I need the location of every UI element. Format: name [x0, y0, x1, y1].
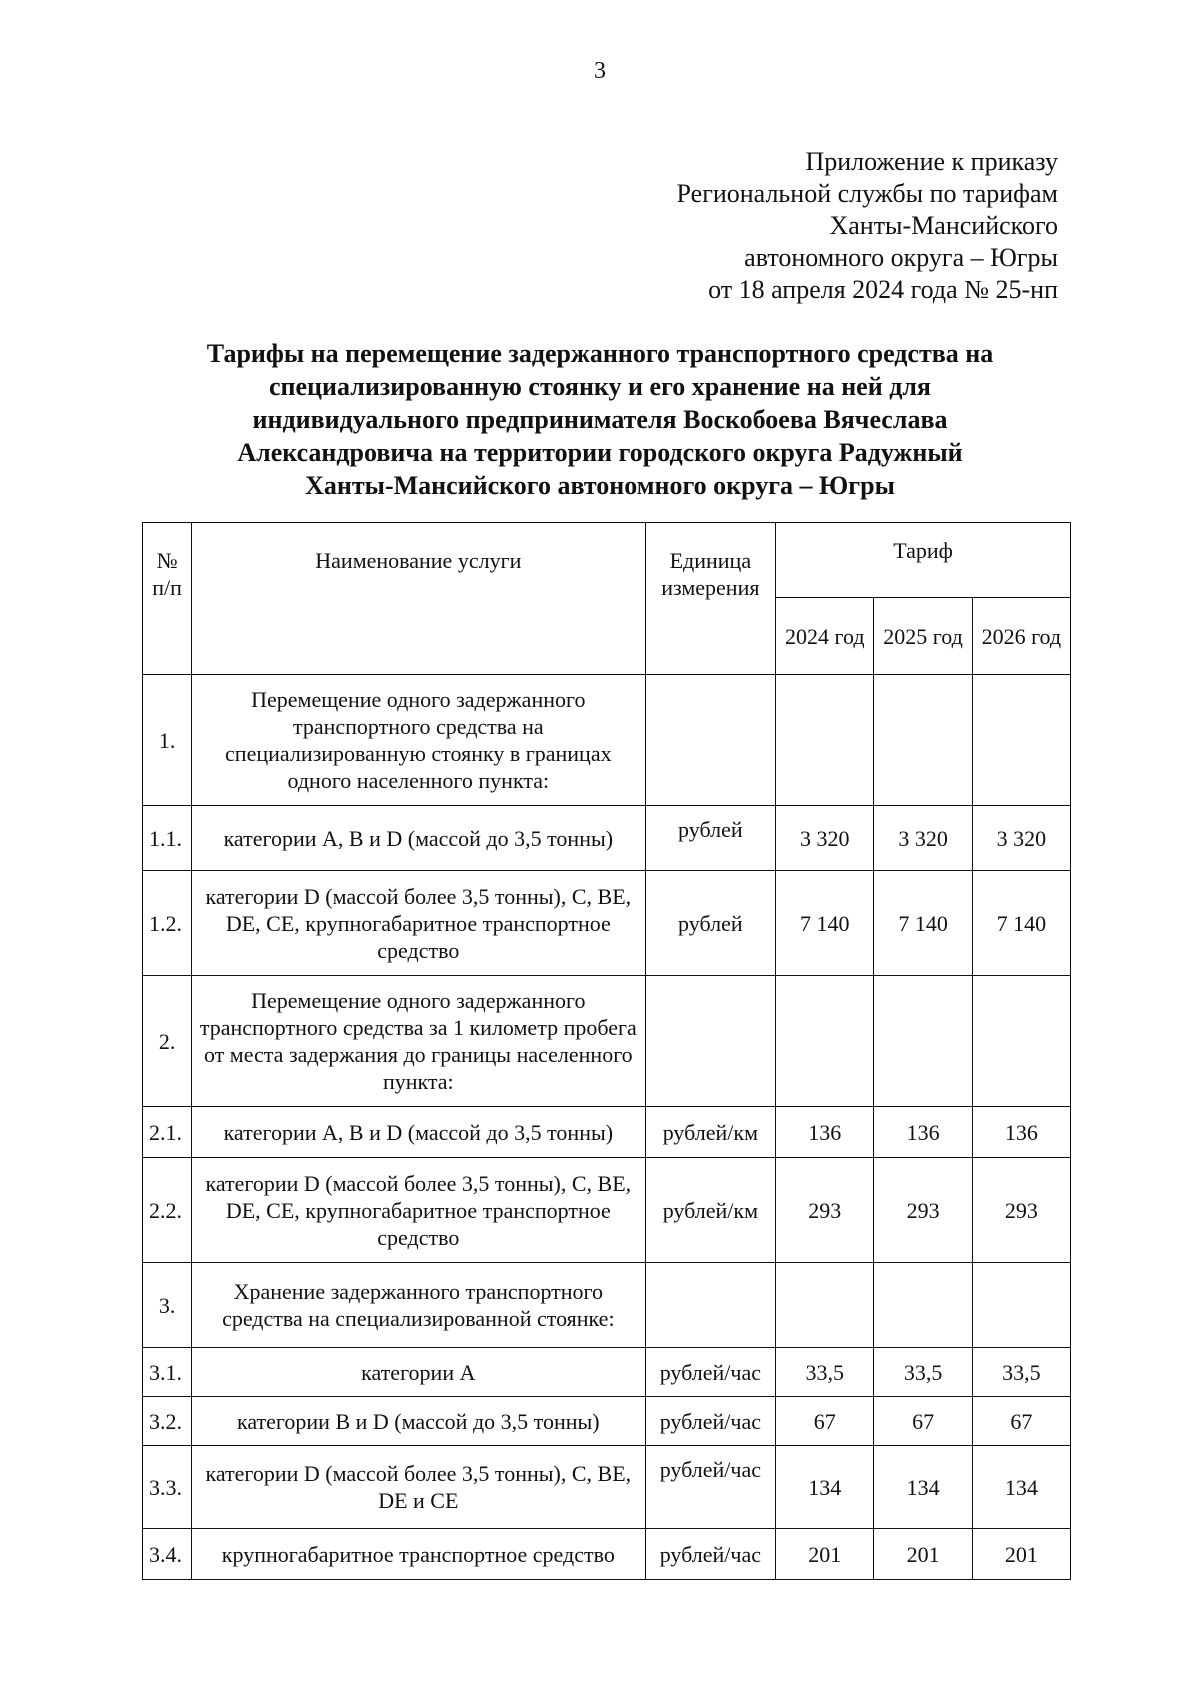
title-line: Александровича на территории городского округа Радужный [237, 438, 963, 467]
header-year-2024: 2024 год [776, 598, 874, 675]
row-num: 2.1. [143, 1107, 192, 1158]
row-num: 1.1. [143, 806, 192, 871]
row-num: 3. [143, 1263, 192, 1348]
appendix-line: автономного округа – Югры [744, 243, 1058, 272]
row-value-2025: 7 140 [874, 871, 972, 976]
row-value-2024 [776, 1263, 874, 1348]
row-value-2025 [874, 675, 972, 806]
row-unit [645, 675, 776, 806]
table-row [143, 1263, 1071, 1348]
table-row [143, 1348, 1071, 1397]
row-value-2026: 201 [972, 1529, 1070, 1580]
table-row [143, 675, 1071, 806]
row-num: 3.2. [143, 1397, 192, 1446]
row-value-2025 [874, 976, 972, 1107]
row-value-2024: 134 [776, 1446, 874, 1529]
row-value-2026 [972, 976, 1070, 1107]
row-unit: рублей/час [645, 1397, 776, 1446]
page-number: 3 [594, 58, 606, 84]
row-name: категории А, В и D (массой до 3,5 тонны) [192, 806, 645, 871]
row-value-2026 [972, 1263, 1070, 1348]
row-value-2026: 33,5 [972, 1348, 1070, 1397]
row-name: категории А, В и D (массой до 3,5 тонны) [192, 1107, 645, 1158]
row-value-2024: 293 [776, 1158, 874, 1263]
header-tariff: Тариф [776, 523, 1071, 598]
row-num: 3.3. [143, 1446, 192, 1529]
row-unit: рублей/км [645, 1107, 776, 1158]
row-unit: рублей/час [645, 1348, 776, 1397]
row-name: категории D (массой более 3,5 тонны), С, ВЕ, DE и СЕ [192, 1446, 645, 1529]
row-value-2025 [874, 1263, 972, 1348]
tariff-table [142, 522, 1071, 1580]
row-unit: рублей/час [645, 1446, 776, 1529]
row-unit: рублей [645, 806, 776, 871]
table-row [143, 806, 1071, 871]
table-row [143, 1158, 1071, 1263]
row-value-2026: 3 320 [972, 806, 1070, 871]
header-year-2026: 2026 год [972, 598, 1070, 675]
row-value-2024: 67 [776, 1397, 874, 1446]
row-unit [645, 1263, 776, 1348]
row-value-2025: 3 320 [874, 806, 972, 871]
appendix-line: от 18 апреля 2024 года № 25-нп [708, 275, 1058, 304]
header-year-2025: 2025 год [874, 598, 972, 675]
row-value-2024: 136 [776, 1107, 874, 1158]
row-num: 3.1. [143, 1348, 192, 1397]
row-value-2024: 201 [776, 1529, 874, 1580]
document-title [140, 337, 1060, 502]
row-value-2025: 33,5 [874, 1348, 972, 1397]
row-value-2026: 7 140 [972, 871, 1070, 976]
row-name: Перемещение одного задержанного транспортного средства за 1 километр пробега от места задержания до границы населенного пункта: [192, 976, 645, 1107]
appendix-line: Ханты-Мансийского [829, 211, 1058, 240]
row-value-2024: 7 140 [776, 871, 874, 976]
appendix-line: Приложение к приказу [805, 147, 1058, 176]
title-line: Тарифы на перемещение задержанного транспортного средства на [206, 339, 994, 368]
title-line: индивидуального предпринимателя Воскобоева Вячеслава [252, 405, 948, 434]
row-name: Перемещение одного задержанного транспортного средства на специализированную стоянку в границах одного населенного пункта: [192, 675, 645, 806]
table-row [143, 976, 1071, 1107]
row-num: 1.2. [143, 871, 192, 976]
title-line: Ханты-Мансийского автономного округа – Югры [305, 471, 895, 500]
row-num: 2. [143, 976, 192, 1107]
row-unit: рублей [645, 871, 776, 976]
row-num: 2.2. [143, 1158, 192, 1263]
row-value-2026 [972, 675, 1070, 806]
header-num: № п/п [143, 523, 192, 675]
row-value-2024 [776, 976, 874, 1107]
row-unit: рублей/км [645, 1158, 776, 1263]
row-value-2024: 33,5 [776, 1348, 874, 1397]
row-value-2025: 136 [874, 1107, 972, 1158]
appendix-line: Региональной службы по тарифам [676, 179, 1058, 208]
row-value-2025: 134 [874, 1446, 972, 1529]
row-value-2026: 134 [972, 1446, 1070, 1529]
row-name: категории D (массой более 3,5 тонны), С, ВЕ, DE, СЕ, крупногабаритное транспортное средство [192, 871, 645, 976]
table-row [143, 1529, 1071, 1580]
table-row [143, 871, 1071, 976]
row-name: Хранение задержанного транспортного средства на специализированной стоянке: [192, 1263, 645, 1348]
row-value-2026: 67 [972, 1397, 1070, 1446]
row-unit: рублей/час [645, 1529, 776, 1580]
row-value-2026: 136 [972, 1107, 1070, 1158]
row-value-2025: 67 [874, 1397, 972, 1446]
row-value-2024: 3 320 [776, 806, 874, 871]
row-unit [645, 976, 776, 1107]
table-row [143, 1107, 1071, 1158]
row-name: категории D (массой более 3,5 тонны), С, ВЕ, DE, СЕ, крупногабаритное транспортное средство [192, 1158, 645, 1263]
appendix-block [677, 146, 1058, 306]
row-value-2024 [776, 675, 874, 806]
row-num: 3.4. [143, 1529, 192, 1580]
row-value-2025: 293 [874, 1158, 972, 1263]
row-name: крупногабаритное транспортное средство [192, 1529, 645, 1580]
table-row [143, 1397, 1071, 1446]
row-value-2025: 201 [874, 1529, 972, 1580]
header-unit: Единица измерения [645, 523, 776, 675]
row-name: категории А [192, 1348, 645, 1397]
header-name: Наименование услуги [192, 523, 645, 675]
title-line: специализированную стоянку и его хранение на ней для [268, 372, 931, 401]
row-name: категории В и D (массой до 3,5 тонны) [192, 1397, 645, 1446]
table-row [143, 1446, 1071, 1529]
row-value-2026: 293 [972, 1158, 1070, 1263]
row-num: 1. [143, 675, 192, 806]
